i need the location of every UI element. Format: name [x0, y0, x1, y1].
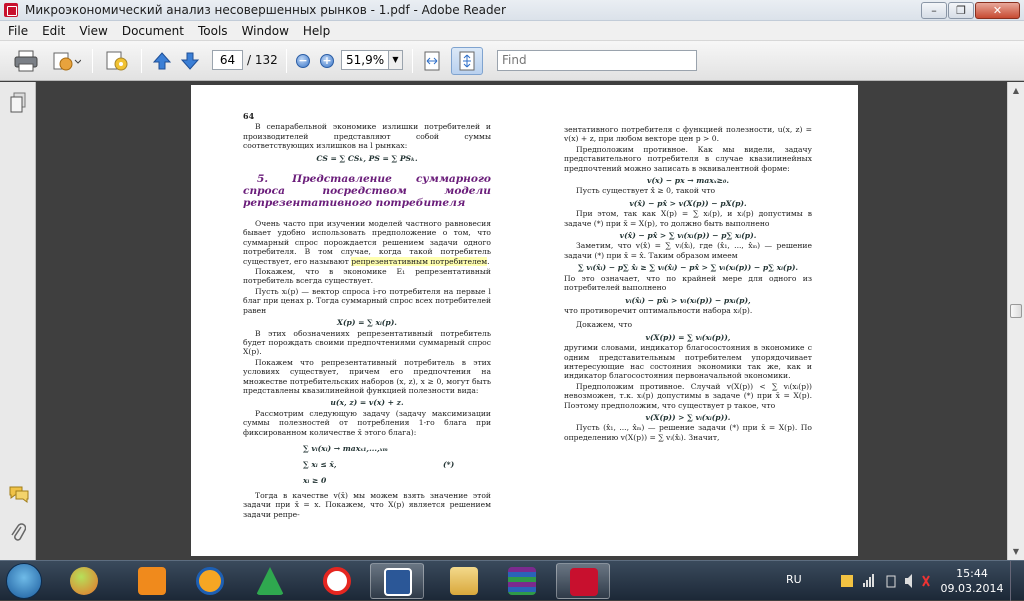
menu-edit[interactable]: Edit — [42, 23, 66, 38]
paragraph: Покажем, что в экономике E₁ репрезентативный потребитель всегда существует. — [243, 267, 491, 286]
menu-view[interactable]: View — [79, 23, 108, 38]
formula: xᵢ ≥ 0 — [303, 475, 327, 485]
taskbar-yandex[interactable] — [310, 563, 364, 599]
page-total: / 132 — [247, 53, 278, 67]
page-number-input[interactable]: 64 — [212, 50, 243, 70]
word-icon — [384, 568, 412, 596]
paragraph: Рассмотрим следующую задачу (задачу максимизации суммы полезностей от потребления 1-го блага при фиксированном количестве x̄ этого блага): — [243, 408, 491, 437]
taskbar-word[interactable] — [370, 563, 424, 599]
formula: vᵢ(x̂ᵢ) − px̂ᵢ > vᵢ(xᵢ(p)) − pxᵢ(p), — [625, 295, 751, 305]
formula: v(X(p)) = ∑ vᵢ(xᵢ(p)), — [645, 332, 731, 342]
zoom-out-button[interactable] — [294, 47, 312, 75]
paragraph: Пусть xᵢ(p) — вектор спроса i-го потребителя на первые l благ при ценах p. Тогда суммарный спрос всех потребителей равен — [243, 286, 491, 315]
print-button[interactable] — [12, 47, 40, 75]
paragraph: В этих обозначениях репрезентативный потребитель будет порождать своими предпочтениями суммарный спрос X(p). — [243, 328, 491, 357]
attachment-icon[interactable] — [10, 522, 26, 546]
network-icon — [923, 576, 929, 586]
menu-bar — [0, 21, 1024, 41]
tray-app-icon — [841, 575, 853, 587]
zoom-level-input[interactable]: 51,9% — [341, 50, 389, 70]
formula: v(x̂) − px̂ > ∑ vᵢ(xᵢ(p)) − p∑ xᵢ(p). — [619, 231, 757, 241]
formula: ∑ vᵢ(x̂ᵢ) − p∑ x̂ᵢ ≥ ∑ vᵢ(x̂ᵢ) − px̂ > ∑ vᵢ(xᵢ(p)) − p∑ xᵢ(p). — [577, 263, 799, 273]
paragraph: Предположим противное. Случай v(X(p)) < ∑ vᵢ(xᵢ(p)) невозможен, т.к. xᵢ(p) допустимы в задаче (*) при x̄ = X(p). Поэтому предположим, что существует p такое, что — [564, 381, 812, 410]
formula: CS = ∑ CSₖ, PS = ∑ PSₖ. — [316, 153, 418, 163]
fit-page-icon — [457, 50, 477, 72]
zoom-out-icon: − — [296, 54, 310, 68]
minimize-button[interactable]: – — [921, 2, 947, 19]
clock[interactable] — [940, 566, 1004, 596]
paragraph: другими словами, индикатор благосостояния в экономике с одним представительным потребителем упорядочивает интересующие нас состояния экономики так же, как и индикатор благосостояния первоначальной экономики. — [564, 343, 812, 381]
taskbar-app-a[interactable] — [243, 563, 297, 599]
zoom-dropdown-button[interactable]: ▼ — [389, 50, 403, 70]
toolbar-separator — [92, 49, 93, 73]
formula: u(x, z) = v(x) + z. — [330, 398, 404, 408]
volume-icon — [905, 574, 912, 588]
title-bar — [0, 0, 1024, 21]
taskbar-odnoklassniki[interactable] — [125, 563, 179, 599]
winrar-icon — [508, 567, 536, 595]
paragraph: Покажем что репрезентативный потребитель в этих условиях существует, причем его предпочтения на множестве потребительских наборов (x, z), x ≥ 0, могут быть представлены квазилинейной функцией полезности вида: — [243, 357, 491, 395]
language-indicator[interactable]: RU — [786, 573, 802, 586]
arrow-down-icon — [180, 51, 200, 71]
pdf-page — [191, 85, 858, 556]
paragraph: Тогда в качестве v(x̄) мы можем взять значение этой задачи при x̄ = x. Покажем, что X(p) является решением задачи репре- — [243, 490, 491, 519]
previous-page-button[interactable] — [150, 47, 174, 75]
scroll-thumb[interactable] — [1010, 304, 1022, 318]
formula: ∑ xᵢ ≤ x̄, — [303, 459, 337, 469]
comments-icon[interactable] — [8, 484, 30, 504]
menu-tools[interactable]: Tools — [198, 23, 228, 38]
window-title: Микроэкономический анализ несовершенных рынков - 1.pdf - Adobe Reader — [25, 3, 506, 17]
section-heading: 5. Представление суммарного спроса посредством модели репрезентативного потребителя — [243, 173, 491, 210]
taskbar-mail[interactable] — [183, 563, 237, 599]
equation-label: (*) — [443, 459, 455, 469]
navigation-pane — [0, 82, 36, 560]
clock-time: 15:44 — [956, 567, 988, 580]
printer-icon — [14, 50, 38, 72]
toolbar-separator — [412, 49, 413, 73]
zoom-in-button[interactable] — [318, 47, 336, 75]
signal-icon — [863, 574, 874, 587]
left-column — [243, 112, 491, 520]
paragraph: Пусть (x̂₁, ..., x̂ₘ) — решение задачи (*) при x̄ = X(p). По определению v(X(p)) = ∑ vᵢ(x̂ᵢ). Значит, — [564, 423, 812, 442]
paragraph: Докажем, что — [576, 320, 633, 330]
start-button[interactable] — [6, 563, 42, 599]
paragraph: Пусть существует x̂ ≥ 0, такой что — [576, 186, 716, 196]
formula: ∑ vᵢ(xᵢ) → maxₓ₁,...,ₓₘ — [303, 443, 389, 453]
taskbar-winrar[interactable] — [495, 563, 549, 599]
zoom-in-icon: + — [320, 54, 334, 68]
page-number: 64 — [243, 111, 255, 121]
share-icon — [51, 50, 81, 72]
fit-width-icon — [422, 50, 442, 72]
fit-width-button[interactable] — [420, 47, 444, 75]
scroll-up-arrow[interactable]: ▲ — [1012, 86, 1020, 95]
toolbar — [0, 41, 1024, 81]
paragraph-text: Очень часто при изучении моделей частного равновесия бывает удобно использовать предположение о том, что суммарный спрос порождается решением задачи одного потребителя. В том случае, когда такой потребитель существует, его называют — [243, 219, 491, 266]
taskbar — [0, 560, 1024, 600]
menu-file[interactable]: File — [8, 23, 29, 38]
paragraph: Предположим противное. Как мы видели, задачу представительного потребителя в случае квазилинейных предпочтений можно записать в эквивалентной форме: — [564, 144, 812, 173]
letter-a-icon — [256, 567, 284, 595]
optimization-problem — [243, 441, 491, 487]
paragraph: При этом, так как X(p) = ∑ xᵢ(p), и xᵢ(p) допустимы в задаче (*) при x̄ = X(p), то должно быть выполнено — [564, 209, 812, 228]
odnoklassniki-icon — [138, 567, 166, 595]
paragraph: Заметим, что v(x̂) = ∑ vᵢ(x̂ᵢ), где (x̂₁, ..., x̂ₘ) — решение задачи (*) при x̄ = x̂. Таким образом имеем — [564, 241, 812, 260]
pages-panel-icon[interactable] — [9, 92, 27, 114]
formula: v(X(p)) > ∑ vᵢ(xᵢ(p)). — [645, 412, 731, 422]
paragraph: зентативного потребителя с функцией полезности, u(x, z) = v(x) + z, при любом векторе цен p > 0. — [564, 125, 812, 144]
taskbar-adobe-reader[interactable] — [556, 563, 610, 599]
scroll-down-arrow[interactable]: ▼ — [1012, 547, 1020, 556]
highlighted-term: репрезентативным потребителем — [351, 256, 488, 266]
paragraph: В сепарабельной экономике излишки потребителей и производителей представляют собой суммы соответствующих излишков на l рынках: — [243, 122, 491, 151]
system-tray[interactable] — [835, 561, 935, 601]
yandex-icon — [323, 567, 351, 595]
menu-document[interactable]: Document — [121, 23, 184, 38]
gear-document-icon — [104, 49, 130, 73]
show-desktop-button[interactable] — [1010, 561, 1024, 601]
battery-icon — [887, 576, 895, 587]
arrow-up-icon — [152, 51, 172, 71]
sign-button[interactable] — [102, 47, 132, 75]
paragraph: Очень часто при изучении моделей частного равновесия бывает удобно использовать предположение о том, что суммарный спрос порождается решением задачи одного потребителя. В том случае, когда такой потребитель существует, его называют репрезентативным потребителем. — [243, 219, 491, 266]
mail-agent-icon — [196, 567, 224, 595]
paragraph: По это означает, что по крайней мере для одного из потребителей выполнено — [564, 273, 812, 293]
close-button[interactable]: ✕ — [975, 2, 1020, 19]
adobe-reader-icon — [4, 3, 18, 17]
find-input[interactable]: Find — [497, 50, 697, 71]
share-button[interactable] — [48, 47, 84, 75]
next-page-button[interactable] — [178, 47, 202, 75]
clock-date: 09.03.2014 — [940, 582, 1004, 595]
formula: v(x) − px → maxₓ≥₀. — [647, 176, 729, 186]
vertical-scrollbar[interactable] — [1007, 82, 1024, 560]
taskbar-explorer[interactable] — [437, 563, 491, 599]
adobe-reader-icon — [570, 568, 598, 596]
menu-help[interactable]: Help — [302, 23, 331, 38]
paragraph: что противоречит оптимальности набора xᵢ(p). — [564, 305, 753, 315]
toolbar-separator — [286, 49, 287, 73]
fit-page-button[interactable] — [451, 47, 483, 75]
taskbar-browser[interactable] — [57, 563, 111, 599]
folder-icon — [450, 567, 478, 595]
restore-button[interactable]: ❐ — [948, 2, 974, 19]
formula: v(x̂) − px̂ > v(X(p)) − pX(p). — [629, 198, 747, 208]
right-column — [564, 125, 812, 443]
toolbar-separator — [141, 49, 142, 73]
formula: X(p) = ∑ xᵢ(p). — [337, 318, 397, 328]
browser-icon — [70, 567, 98, 595]
menu-window[interactable]: Window — [241, 23, 289, 38]
